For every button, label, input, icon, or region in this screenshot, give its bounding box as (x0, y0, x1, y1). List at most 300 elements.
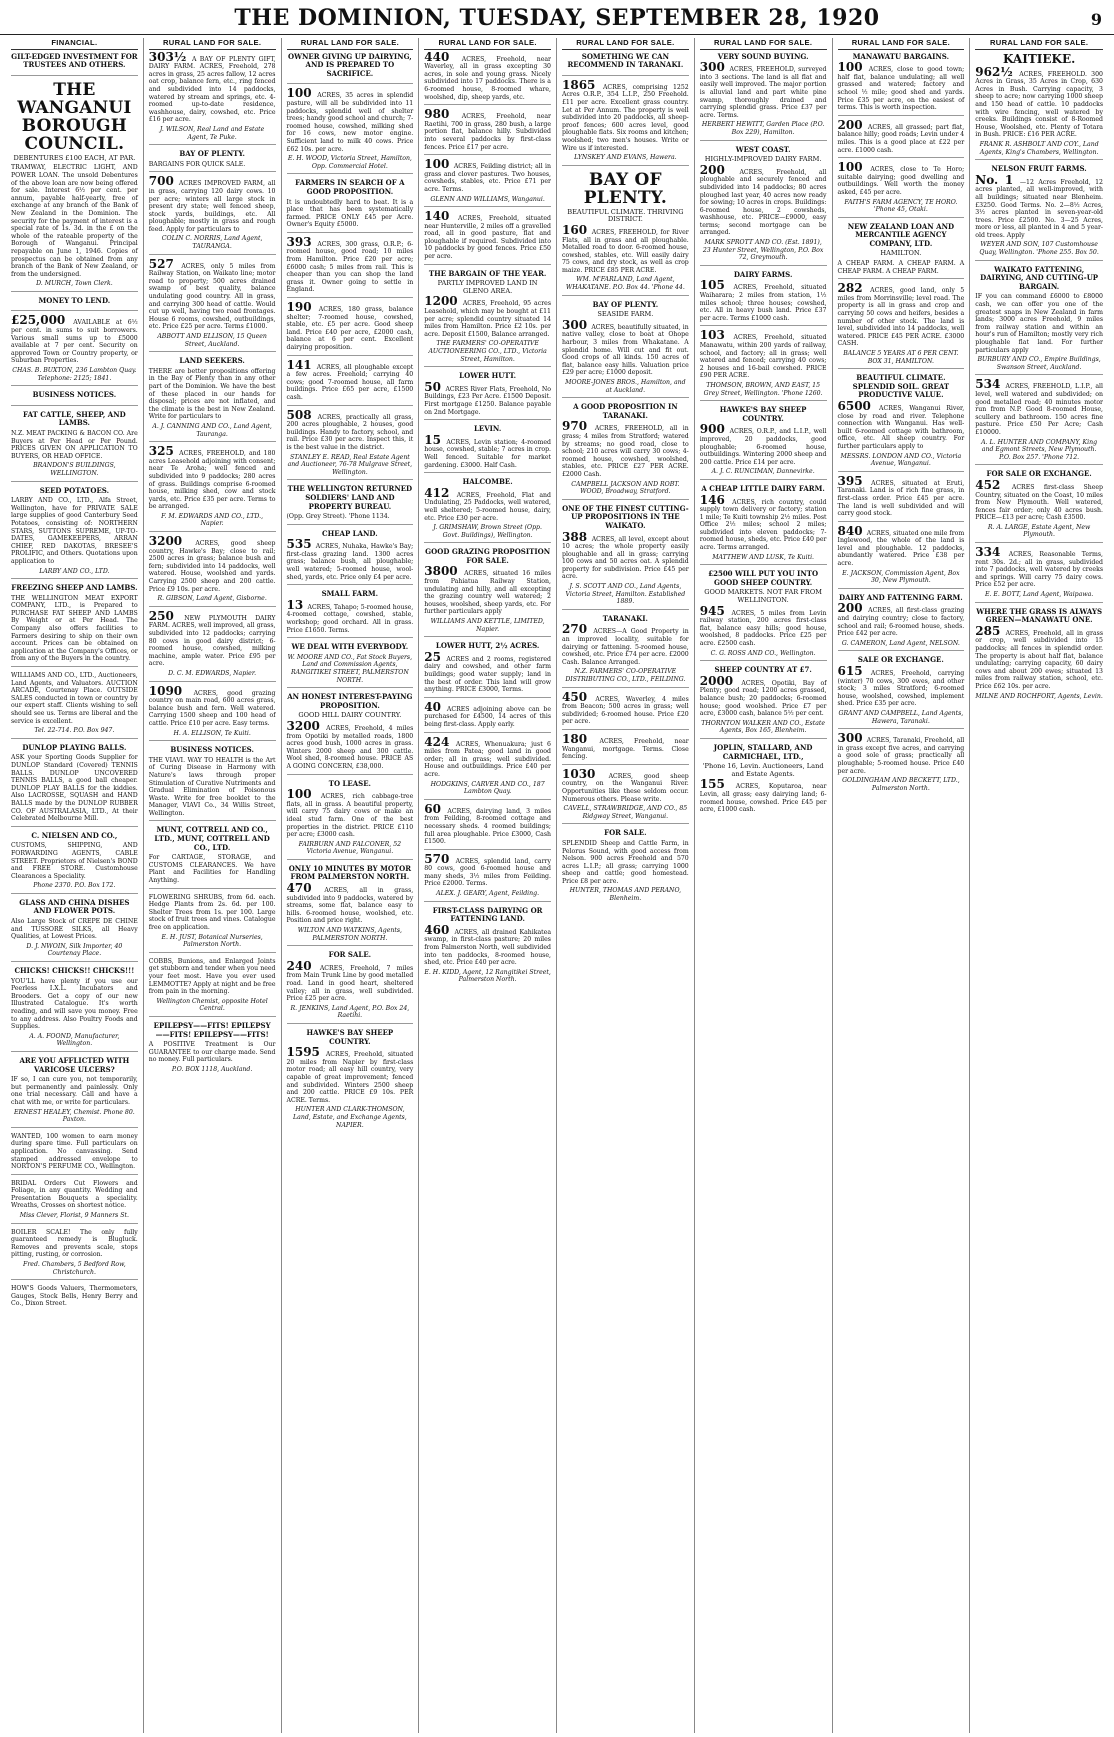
ad-subheading: BEAUTIFUL CLIMATE. THRIVING DISTRICT. (567, 207, 684, 224)
ad-lead-figure: 452 (975, 477, 1012, 492)
ad-text: IF so, I can cure you, not temporarily, but permanently and painlessly. Only one trial necessary. Call and have a chat with me, or write for particulars. (11, 1076, 138, 1106)
ad-lead-figure: 300 (837, 731, 867, 746)
ad-body (424, 157, 551, 193)
ad-signature: A. J. C. RUNCIMAN, Dannevirke. (711, 468, 815, 476)
classified-ad (11, 584, 138, 667)
classified-ad (424, 642, 551, 698)
column-heading: RURAL LAND FOR SALE. (700, 38, 827, 50)
classified-ad (700, 53, 827, 141)
ad-signature: THOMSON, BROWN, AND EAST, 15 Grey Street, Wellington. 'Phone 1260. (703, 381, 823, 397)
ad-body (286, 300, 414, 352)
classified-ad (975, 470, 1103, 543)
classified-ad (562, 171, 689, 296)
classified-ad (149, 894, 276, 953)
classified-ad (838, 223, 965, 280)
classified-ad (837, 523, 965, 589)
ad-body (837, 398, 965, 451)
ad-subheading: SEASIDE FARM. (597, 310, 654, 319)
ad-heading: BAY OF PLENTY. (592, 299, 659, 309)
classified-ad (149, 958, 276, 1017)
classified-ad (11, 297, 138, 312)
classified-ad (287, 53, 414, 85)
ad-body (975, 64, 1103, 139)
ad-text: ACRES, Freehold, situated 20 miles from Napier by first-class motor road; all easy hill country, very capable of great improvement; fenced and subdivided. Winters 2500 sheep and 200 cattle. PRICE £9 10s. PER ACRE. Terms. (286, 1051, 414, 1104)
ad-heading: THE BARGAIN OF THE YEAR. (428, 268, 547, 278)
classified-ad (287, 643, 414, 688)
ad-signature: ABBOTT AND ELLISON, 15 Queen Street, Auckland. (157, 333, 267, 348)
ad-text: ACRES, situated one mile from Inglewood, the whole of the land is level and ploughable. 12 paddocks, abundantly watered. Price £38 per acre. (837, 529, 965, 568)
ad-lead-figure: 840 (837, 523, 867, 538)
classified-ad (148, 256, 276, 353)
classified-ad (287, 590, 414, 638)
ad-heading: JOPLIN, STALLARD, AND CARMICHAEL, LTD., (713, 742, 813, 761)
column-heading: FINANCIAL. (11, 38, 138, 50)
ad-body (562, 77, 689, 152)
ad-text: For CARTAGE, STORAGE, and CUSTOMS CLEARANCES. We have Plant and Facilities for Handling Anything. (148, 854, 276, 885)
ad-text: ACRES IMPROVED FARM, all in grass, carrying 120 dairy cows. 10 per acre; winters all large stock in present dry state; well fenced sheep, stock yards, buildings, etc. All ploughable; mostly in grass and rough feed. Apply for particulars to (148, 180, 276, 233)
ad-signature: D. J. NWOIN, Silk Importer, 40 Courtenay Place. (26, 942, 123, 958)
classified-ad (838, 594, 965, 652)
ad-signature: E. H. JUST, Botanical Nurseries, Palmerston North. (161, 933, 263, 949)
ad-text: ACRES, FREEHOLD. 300 Acres in Grass, 35 Acres in Crop, 630 Acres in Bush. Carrying capacity, 3 sheep to acre; now carrying 1000 sheep and 150 head of cattle. 10 paddocks with wire fencing, well watered by creeks. Buildings consist of 8-Roomed House, Woolshed, etc. Plenty of Totara in Bush. PRICE: £16 PER ACRE. (975, 70, 1103, 139)
ad-heading: LAND SEEKERS. (179, 356, 245, 366)
ad-body (148, 534, 276, 593)
ad-signature: D. C. M. EDWARDS, Napier. (168, 669, 257, 677)
ad-heading: DUNLOP PLAYING BALLS. (22, 742, 127, 752)
ad-lead-figure: 3200 (286, 718, 327, 733)
column-7 (833, 38, 971, 1733)
ad-heading: LOWER HUTT. (459, 371, 517, 381)
ad-body (286, 234, 414, 294)
classified-ad (148, 444, 276, 532)
ad-signature: GLENN AND WILLIAMS, Wanganui. (430, 195, 545, 203)
ad-text: ACRES, all drained Kahikatea swamp, in first-class pasture; 20 miles from Palmerston North, well subdivided into ten paddocks, 8-roomed house, shed, etc. Price £40 per acre. (424, 928, 552, 967)
ad-text: WANTED, 100 women to earn money during spare time. Full particulars on application. No canvassing. Send stamped addressed envelope to NORTON'S PERFUME CO., Wellington. (11, 1132, 138, 1171)
ad-signature: CAVELL, STRAWBRIDGE, AND CO., 85 Ridgway Street, Wanganui. (563, 805, 688, 820)
ad-text: ACRES, Freehold, 95 acres Leasehold, which may be bought at £11 per acre; splendid country situated 14 miles from Hamilton. Price £2 10s. per acre. Deposit £1500, Balance arranged. (424, 300, 552, 338)
classified-ad (149, 357, 276, 442)
ad-text: ACRES, Whenuakura; just 6 miles from Patea; good land in good order; all in grass; well subdivided. House and outbuildings. Price £40 per acre. (424, 740, 551, 778)
ad-text: ACRES, Freehold, Flat and Undulating, 25 Paddocks, well watered, well sheltered; 5-roomed house, dairy, etc. Price £30 per acre. (424, 491, 551, 522)
ad-signature: BURBURY AND CO., Empire Buildings, Swanson Street, Auckland. (977, 356, 1101, 371)
ad-heading: TO LEASE. (328, 778, 371, 788)
ad-body (149, 958, 276, 996)
classified-ad (975, 377, 1103, 465)
ad-text: ACRES adjoining above can be purchased for £4500, 14 acres of this being first-class. Apply early. (424, 705, 551, 728)
ad-text: ACRES, Freehold, situated Manawatu, within 200 yards of railway, school, and factory; all in grass; well watered and fenced; carrying 40 cows; 2 houses and 16-bail cowshed. PRICE £90 PER ACRE. (699, 334, 827, 380)
column-heading: RURAL LAND FOR SALE. (975, 38, 1103, 50)
ad-body (562, 419, 689, 478)
ad-text: ACRES, close to Te Horo; suitable dairying; good dwelling and outbuildings. Well worth the money asked, £45 per acre. (837, 166, 965, 196)
ad-text: NEW PLYMOUTH DAIRY FARM. ACRES, well improved, all grass, subdivided into 12 paddocks; carrying 80 cows in good dairy district; 6-roomed house, cowshed, milking machine, ample water. Price £95 per acre. (148, 614, 276, 668)
ad-heading: HALCOMBE. (462, 477, 513, 487)
ad-heading: THE WELLINGTON RETURNED SOLDIERS' LAND AND PROPERTY BUREAU. (287, 484, 413, 511)
ad-lead-figure: 250 (148, 608, 185, 623)
ad-text: —12 Acres Freehold, 12 acres planted, all well-improved, with all buildings; situated near Blenheim. £3250. Good Terms. No. 2—8½ Acres, 3½ acres planted in seven-year-old trees. Price £2500. No. 3—25 Acres, more or less, all planted in 4 and 5 year-old trees. Apply (975, 178, 1103, 239)
ad-text: THERE are better propositions offering in the Bay of Plenty than in any other part of the Dominion. We have the best of these placed in our hands for disposal; prices are not inflated, and the climate is the best in New Zealand. Write for particulars to (148, 367, 276, 421)
column-4 (419, 38, 557, 1733)
classified-ad (562, 403, 689, 500)
ad-lead-figure: 146 (699, 492, 733, 507)
ad-body (286, 86, 414, 153)
ad-signature: E. H. KIDD, Agent, 12 Rangitikei Street, Palmerston North. (424, 968, 551, 984)
ad-heading: THE WANGANUI BOROUGH COUNCIL. (17, 79, 132, 154)
ad-text: ACRES, FREEHOLD, L.I.P., all level, well watered and subdivided; on good metalled road; 40 minutes motor run from N.P. Good 8-roomed House, scullery and bathroom. 150 acres fine pasture. Price £50 Per Acre; Cash £10000. (975, 383, 1103, 436)
classified-ad (11, 1133, 138, 1175)
ad-subheading: GOOD MARKETS. NOT FAR FROM WELLINGTON. (704, 588, 822, 605)
ad-signature: THE FARMERS' CO-OPERATIVE AUCTIONEERING CO., LTD., Victoria Street, Hamilton. (428, 340, 547, 363)
ad-body (837, 664, 965, 708)
ad-text: ACRES, rich cabbage-tree flats, all in grass. A beautiful property, will carry 75 dairy cows or make an ideal stud farm. One of the best properties in the district. PRICE £110 per acre; £3000 cash. (286, 793, 414, 839)
ad-body (424, 922, 552, 967)
ad-text: ACRES, situated 16 miles from Pahiatua Railway Station, undulating and hilly, and all excepting the grazing country well watered; 2 houses, woolshed, sheep yards, etc. For further particulars apply (424, 570, 551, 616)
ad-heading: ARE YOU AFFLICTED WITH VARICOSE ULCERS? (19, 1055, 130, 1074)
ad-subheading: GOOD HILL DAIRY COUNTRY. (298, 711, 402, 720)
ad-lead-figure: 100 (424, 157, 454, 172)
ad-text: ACRES, only 5 miles from Railway Station, on Waikato line; motor road to property; 500 acres drained swamp of best quality, balance undulating good country. All in grass, and carrying 300 head of cattle. Would cut up well, having two road frontages. House 6 rooms, cowshed, outbuildings, etc. Price £25 per acre. Terms £1000. (148, 262, 276, 331)
ad-heading: C. NIELSEN AND CO., (31, 830, 118, 840)
ad-heading: SHEEP COUNTRY AT £7. (714, 665, 812, 675)
classified-ad (149, 150, 276, 172)
ad-body (562, 840, 689, 886)
ad-signature: HUNTER AND CLARK-THOMSON, Land, Estate, and Exchange Agents, NAPIER. (293, 1106, 407, 1129)
classified-ad (11, 1229, 138, 1281)
ad-lead-figure: 470 (286, 881, 325, 896)
ad-text: It is undoubtedly hard to beat. It is a place that has been systematically farmed. PRICE ONLY £45 per Acre. Owner's Equity £5000. (286, 198, 414, 229)
ad-text: ACRES, Freehold, situated Waiharara; 2 miles from station, 1½ miles school; three houses; cowshed, etc. All in heavy bush land. Price £37 per acre. Terms £1000 cash. (699, 284, 827, 322)
ad-body (286, 597, 414, 634)
ad-signature: Miss Clever, Florist, 9 Manners St. (19, 1212, 129, 1220)
ad-body (286, 718, 414, 771)
classified-ad (11, 487, 138, 580)
ad-signature: FRANK R. ASHBOLT AND COY., Land Agents, King's Chambers, Wellington. (979, 140, 1099, 156)
ad-body (837, 160, 965, 196)
ad-text: ACRES, Taranaki, Freehold, all in grass except five acres, and carrying a good sole of grass; practically all ploughable; 5-roomed house. Price £40 per acre. (837, 737, 965, 775)
ad-heading: ONE OF THE FINEST CUTTING-UP PROPOSITIONS IN THE WAIKATO. (562, 503, 689, 530)
ad-body (975, 623, 1103, 691)
classified-ad (424, 851, 551, 902)
ad-text: N.Z. MEAT PACKING & BACON CO. Are Buyers at Per Head or Per Pound. PRICES GIVEN ON APPLICATION TO BUYERS, OR HEAD OFFICE. (11, 430, 138, 460)
ad-heading: HAWKE'S BAY SHEEP COUNTRY. (719, 405, 807, 423)
ad-text: ACRES, Freehold, all ploughable and securely fenced and subdivided into 14 paddocks; 80 acres ploughed last year, 40 acres now ready for sowing; 10 acres in crops. Buildings: 6-roomed house, 2 cowsheds, washhouse, etc. PRICE—£9000, easy terms; second mortgage can be arranged. (699, 168, 827, 237)
classified-ad (148, 534, 276, 607)
ad-text: ACRES, good grazing country on main road, 600 acres grass, balance bush and fern. Well watered. Carrying 1500 sheep and 100 head of cattle. Price £10 per acre. Easy terms. (148, 689, 276, 727)
classified-ad (11, 832, 138, 894)
ad-lead-figure: 180 (562, 731, 600, 746)
ad-heading: BEAUTIFUL CLIMATE. SPLENDID SOIL. GREAT PRODUCTIVE VALUE. (852, 373, 950, 400)
classified-ad (11, 313, 138, 386)
ad-body (286, 881, 414, 925)
classified-ad (286, 300, 414, 356)
ad-lead-figure: 300 (562, 317, 592, 332)
ad-body (11, 842, 138, 880)
classified-ad (562, 731, 689, 765)
classified-ad (287, 179, 414, 233)
ad-lead-figure: 962½ (975, 64, 1020, 79)
ad-body (286, 357, 414, 402)
ad-text: (Opp. Grey Street). 'Phone 1134. (286, 513, 390, 521)
classified-ad (562, 766, 689, 825)
ad-text: ACRES, Wanganui River, close by road and river. Telephone connection with Wanganui. Has well-built 6-roomed cottage with bathroom, office, etc. All sheep country. For further particulars apply to (837, 404, 965, 450)
ad-signature: GRANT AND CAMPBELL, Land Agents, Hawera, Taranaki. (838, 709, 964, 725)
ad-text: ACRES, 35 acres in splendid pasture, will all be subdivided into 11 paddocks, splendid well of shelter trees; handy good school and church; 7-roomed house, cowshed, milking shed for 16 cows, new motor engine. Sufficient land to milk 40 cows. Price £62 10s. per acre. (286, 92, 414, 153)
column-heading: RURAL LAND FOR SALE. (838, 38, 965, 50)
classified-ad (424, 425, 551, 473)
ad-heading: DAIRY AND FATTENING FARM. (839, 592, 963, 602)
ad-body (286, 958, 414, 1003)
ad-signature: A. L. HUNTER AND COMPANY, King and Egmont Streets, New Plymouth. P.O. Box 257. 'Phone 712. (981, 438, 1098, 461)
ad-text: ACRES, Feilding district; all in grass and clover pastures. Two houses, cowsheds, stables, etc. Price £71 per acre. Terms. (424, 163, 551, 193)
ad-lead-figure: 60 (424, 801, 448, 816)
ad-heading: A GOOD PROPOSITION IN TARANAKI. (573, 402, 678, 420)
ad-heading: DAIRY FARMS. (733, 269, 793, 279)
ad-signature: MESSRS. LONDON AND CO., Victoria Avenue, Wanganui. (840, 452, 962, 468)
ad-body (11, 595, 138, 663)
classified-ad (975, 266, 1103, 376)
classified-ad (149, 1022, 276, 1077)
ad-signature: P.O. BOX 1118, Auckland. (171, 1065, 253, 1073)
ad-signature: HODGKINS, CARVER AND CO., 187 Lambton Quay. (430, 780, 545, 796)
ad-signature: F. M. EDWARDS AND CO., LTD., Napier. (161, 512, 264, 528)
ad-heading: SEED POTATOES. (39, 485, 110, 495)
classified-ad (287, 485, 414, 524)
classified-ad (975, 545, 1103, 603)
ad-heading: CHEAP LAND. (322, 528, 378, 538)
ad-body (838, 260, 965, 275)
ad-body (562, 731, 689, 761)
ad-heading: OWNER GIVING UP DAIRYING, AND IS PREPARED TO SACRIFICE. (288, 51, 412, 78)
ad-body (11, 1076, 138, 1106)
classified-ad (700, 406, 827, 480)
ad-lead-figure: 945 (699, 603, 732, 618)
ad-signature: WEYER AND SON, 107 Customhouse Quay, Wellington. 'Phone 255. Box 50. (979, 241, 1099, 257)
classified-ad (562, 77, 689, 166)
ad-heading: FREEZING SHEEP AND LAMBS. (11, 583, 138, 593)
ad-lead-figure: 700 (148, 174, 179, 189)
ad-heading: HAWKE'S BAY SHEEP COUNTRY. (306, 1027, 394, 1046)
classified-ad (287, 530, 414, 586)
ad-lead-figure: 3200 (148, 534, 196, 549)
ad-text: THE VIAVI. WAY TO HEALTH is the Art of Curing Disease in Harmony with Nature's laws through proper Stimulation of Curative Nutriments and Gradual Elimination of Poisonous Waste. Write for free booklet to the Manager, VIAVI Co., 34 Willis Street, Wellington. (148, 756, 276, 817)
classified-ad (838, 656, 965, 729)
column-3 (282, 38, 420, 1733)
ad-body (424, 649, 551, 694)
ad-lead-figure: 13 (286, 597, 308, 612)
ad-heading: A CHEAP LITTLE DAIRY FARM. (701, 483, 825, 493)
ad-lead-figure: 300 (699, 60, 730, 75)
ad-lead-figure: 155 (699, 777, 736, 792)
ad-text: BOILER SCALE! The only fully guaranteed remedy is Blugluck. Removes and prevents scale, stops pitting, rusting, or corrosion. (11, 1228, 138, 1259)
ad-text: ACRES, comprising 1252 Acres O.R.P., 354 L.I.P., 250 Freehold. £11 per acre. Excellent grass country. Let at Per Annum. The property is well subdivided into 20 paddocks, all sheep-proof fences; 600 acres level, good ploughable flats. Six rooms and kitchen; woolshed; two men's houses. Write or Wire us if interested. (562, 83, 689, 152)
ad-lead-figure: 200 (837, 601, 869, 616)
ad-body (424, 801, 551, 846)
ad-signature: STANLEY E. READ, Real Estate Agent and Auctioneer, 76-78 Mulgrave Street, Wellington. (287, 453, 413, 476)
ad-lead-figure: 100 (286, 86, 318, 101)
ad-lead-figure: 1200 (424, 294, 463, 309)
column-6 (695, 38, 833, 1733)
ad-heading: NELSON FRUIT FARMS. (991, 164, 1087, 174)
ad-heading: FOR SALE. (328, 950, 372, 960)
classified-ad (286, 407, 414, 481)
ad-signature: CHAS. B. BUXTON, 236 Lambton Quay. Telephone: 2125; 1841. (12, 367, 137, 382)
ad-lead-figure: 1595 (286, 1045, 326, 1060)
ad-text: WILLIAMS AND CO., LTD., Auctioneers, Land Agents, and Valuators. AUCTION ARCADE, Courtenay Place. OUTSIDE SALES conducted in town or country by our expert staff. Clients wishing to sell should see us. Terms are liberal and the service is excellent. (11, 672, 138, 725)
ad-body (424, 851, 551, 888)
classified-ad (700, 485, 827, 565)
ad-lead-figure: 2000 (699, 673, 742, 688)
ad-heading: FIRST-CLASS DAIRYING OR FATTENING LAND. (432, 905, 543, 924)
ad-signature: C. G. ROSS AND CO., Wellington. (710, 649, 816, 657)
ad-text: ACRES, all ploughable except a few acres. Freehold; carrying 40 cows; good 7-roomed house, all farm buildings. Price £65 per acre, £1500 cash. (286, 363, 414, 401)
column-heading: RURAL LAND FOR SALE. (424, 38, 551, 50)
ad-text: ACRES, Freehold, near Wanganui, mortgage. Terms. Close fencing. (562, 737, 689, 761)
ad-signature: CAMPBELL JACKSON AND ROBT. WOOD, Broadway, Stratford. (571, 480, 680, 496)
ad-text: FLOWERING SHRUBS, from 6d. each. Hedge Plants from 2s. 6d. per 100. Shelter Trees from 1s. per 100. Large stock of fruit trees and vines. Catalogue free on application. (148, 893, 276, 931)
classified-ad (975, 165, 1103, 261)
ad-lead-figure: 534 (975, 377, 1006, 392)
ad-lead-figure: 527 (148, 256, 182, 271)
ad-heading: FAT CATTLE, SHEEP, AND LAMBS. (23, 409, 126, 428)
ad-signature: MILNE AND ROCHFORT, Agents, Levin. (975, 692, 1103, 700)
ad-lead-figure: 388 (562, 529, 592, 544)
ad-signature: R. JENKINS, Land Agent, P.O. Box 24, Raetihi. (290, 1004, 410, 1020)
ad-body (424, 734, 551, 779)
ad-body (837, 60, 965, 112)
column-5 (557, 38, 695, 1733)
ad-body (11, 1229, 138, 1259)
ad-heading: £2500 WILL PUT YOU INTO GOOD SHEEP COUNTRY. (708, 569, 819, 587)
classified-ad (424, 209, 551, 265)
ad-body (699, 673, 827, 718)
ad-heading: WAIKATO FATTENING, DAIRYING, AND CUTTING-UP BARGAIN. (980, 264, 1099, 291)
ad-text: Also Large Stock of CREPE DE CHINE and TUSSORE SILKS, all Heavy Qualities, at Lowest Prices. (11, 918, 138, 941)
ad-body (699, 777, 827, 814)
ad-lead-figure: 980 (424, 107, 462, 122)
ad-body (148, 49, 276, 124)
ad-text: ACRES, Opotiki, Bay of Plenty; good road; 1200 acres grassed, balance bush; 20 paddocks; 6-roomed house; good woolshed. Price £7 per acre, £3000 cash, balance 5½ per cent. (699, 679, 827, 718)
classified-ad (424, 478, 551, 543)
ad-lead-figure: 50 (424, 379, 446, 394)
ad-signature: Wellington Chemist, opposite Hotel Central. (156, 997, 268, 1013)
ad-body (11, 1285, 138, 1308)
ad-text: ACRES, good sheep country, Hawke's Bay; close to rail; 2500 acres in grass; balance bush and fern; subdivided into 14 paddocks, well watered. House, woolshed and yards. Carrying 2500 sheep and 200 cattle. Price £9 10s. per acre. (148, 540, 276, 593)
ad-text: COBBS, Bunions, and Enlarged Joints get stubborn and tender when you need your feet most. Have you ever used LEMMOTTE? Apply at night and be free from pain in the morning. (148, 957, 276, 996)
ad-body (148, 683, 276, 728)
column-1 (6, 38, 144, 1733)
ad-body (562, 689, 689, 726)
classified-ad (148, 49, 276, 146)
ad-text: AVAILABLE at 6½ per cent. in sums to suit borrowers. Various small sums up to £5000 available at 7 per cent. Security on approved Town or Country property, or Suburban Properties. (11, 319, 138, 365)
ad-lead-figure: 615 (837, 664, 871, 678)
ad-body (975, 293, 1103, 354)
ad-body (286, 787, 414, 839)
ad-body (424, 49, 552, 102)
ad-text: ACRES, Koputaroa, near Levin, all grass; easy dairying land; 6-roomed house, cowshed. Price £45 per acre, £1000 cash. (699, 783, 827, 814)
ad-text: ACRES and 2 rooms, registered dairy and cowshed, and other farm buildings; good water supply; land in the best of order. This land will grow anything. PRICE £3000, Terms. (424, 655, 551, 694)
ad-signature: FAITH'S FARM AGENCY, TE HORO. 'Phone 45, Otaki. (844, 198, 958, 214)
classified-ad (838, 374, 965, 472)
ad-signature: E. JACKSON, Commission Agent, Box 30, New Plymouth. (842, 569, 960, 585)
ad-text: ACRES, Tahapo; 5-roomed house, 4-roomed cottage, cowshed, stable, workshop; good orchard. All in grass. Price £1650. Terms. (286, 603, 414, 634)
ad-signature: A. J. CANNING AND CO., Land Agent, Tauranga. (152, 422, 272, 438)
ad-lead-figure: 1030 (562, 766, 609, 781)
classified-ad (287, 1029, 414, 1132)
ad-lead-figure: 393 (286, 234, 318, 249)
classified-ad (11, 672, 138, 739)
ad-signature: J. WILSON, Real Land and Estate Agent, Te Puke. (159, 125, 265, 141)
ad-body (699, 422, 827, 466)
classified-ad (11, 81, 138, 292)
ad-text: ACRES, O.R.P., and L.I.P., well improved, 20 paddocks, good ploughable; 6-roomed house, outbuildings. Wintering 2000 sheep and 200 cattle. Price £14 per acre. (699, 428, 827, 466)
ad-body (11, 497, 138, 565)
ad-body (837, 601, 965, 638)
ad-lead-figure: 100 (286, 787, 321, 802)
classified-ad (975, 608, 1103, 704)
classified-ad (837, 473, 965, 522)
ad-lead-figure: 1090 (148, 683, 194, 698)
ad-lead-figure: £25,000 (11, 313, 74, 328)
ad-text: ACRES, all grassed; part flat, balance hilly; good roads; Levin under 4 miles. This is a good place at £22 per acre. £1000 cash. (837, 123, 965, 154)
classified-ad (11, 744, 138, 827)
ad-body (149, 368, 276, 421)
ad-text: YOU'LL have plenty if you use our Peerless I.X.L. Incubators and Brooders. Get a copy of our new Illustrated Catalogue. It's worth reading, and will save you money. Free to any address. Also Poultry Foods and Supplies. (11, 977, 138, 1031)
ad-body (11, 754, 138, 822)
ad-lead-figure: 570 (424, 851, 456, 866)
ad-body (424, 485, 551, 522)
column-heading: RURAL LAND FOR SALE. (287, 38, 414, 50)
ad-lead-figure: 3800 (424, 564, 465, 579)
classified-ad (424, 49, 552, 106)
classified-ad (562, 301, 689, 399)
ad-body (699, 60, 827, 119)
classified-ad (700, 666, 827, 739)
ad-lead-figure: 25 (424, 649, 447, 664)
ad-text: ACRES, Freehold, near Waverley, all in grass excepting 30 acres, in sole and young grass. Nicely subdivided into 17 paddocks. There is a 6-roomed house, 8-roomed whare, woolshed, dip, sheep yards, etc. (424, 55, 552, 101)
ad-body (837, 523, 965, 568)
ad-text: ACRES, Freehold, carrying (winter) 70 cows, 300 ewes, and other stock; 3 miles Stratford; 6-roomed house, woolshed, cowshed, implement shed. Price £35 per acre. (837, 670, 965, 708)
ad-heading: EPILEPSY——FITS! EPILEPSY——FITS! EPILEPSY——FITS! (153, 1020, 271, 1039)
ad-lead-figure: 1865 (562, 77, 603, 92)
classified-ad (424, 548, 551, 637)
ad-subheading: 'Phone 16, Levin. Auctioneers, Land and Estate Agents. (702, 762, 824, 778)
ad-lead-figure: 285 (975, 623, 1006, 638)
ad-signature: G. CAMERON, Land Agent, NELSON. (841, 639, 960, 647)
classified-ad (287, 951, 414, 1024)
page-number: 9 (1090, 10, 1102, 29)
ad-lead-figure: 160 (562, 222, 592, 237)
ad-signature: Tel. 22-714. P.O. Box 947. (34, 727, 115, 735)
ad-text: ACRES—A Good Property in an improved locality, suitable for dairying or fattening. 5-roomed house, cowshed, etc. Price £74 per acre. £2000 Cash. Balance Arranged. (562, 628, 689, 666)
ad-subheading: HIGHLY-IMPROVED DAIRY FARM. (704, 155, 822, 164)
classified-ad (424, 372, 551, 420)
ad-text: ACRES, all first-class grazing and dairying country; close to factory, school and rail; 6-roomed house, sheds. Price £42 per acre. (837, 607, 965, 638)
ad-heading: LOWER HUTT, 2½ ACRES. (435, 641, 540, 651)
ad-text: ACRES, dairying land, 3 miles from Feilding, 8-roomed cottage and necessary sheds. 4 roomed buildings; full area ploughable. Price £3000, Cash £1500. (424, 807, 551, 846)
ad-body (148, 174, 276, 233)
ad-lead-figure: 200 (837, 117, 868, 132)
ad-text: ACRES, close to good town; half flat, balance undulating; all well grassed and watered; factory and school ½ mile; good shed and yards. Price £35 per acre, on the easiest of terms. This is worth inspection. (837, 66, 965, 112)
column-heading: RURAL LAND FOR SALE. (149, 38, 276, 50)
ad-body (975, 172, 1103, 240)
ad-heading: WEST COAST. (735, 144, 791, 154)
ad-heading: TARANAKI. (602, 613, 648, 623)
ad-subheading: PARTLY IMPROVED LAND IN GLENO AREA. (437, 279, 538, 295)
classified-ad (286, 234, 414, 298)
ad-lead-figure: 508 (286, 407, 318, 422)
ad-signature: HUNTER, THOMAS AND PERANO, Blenheim. (569, 887, 682, 903)
ad-signature: J. S. SCOTT AND CO., Land Agents, Victoria Street, Hamilton. Established 1889. (565, 583, 686, 606)
ad-lead-figure: 190 (286, 300, 319, 315)
